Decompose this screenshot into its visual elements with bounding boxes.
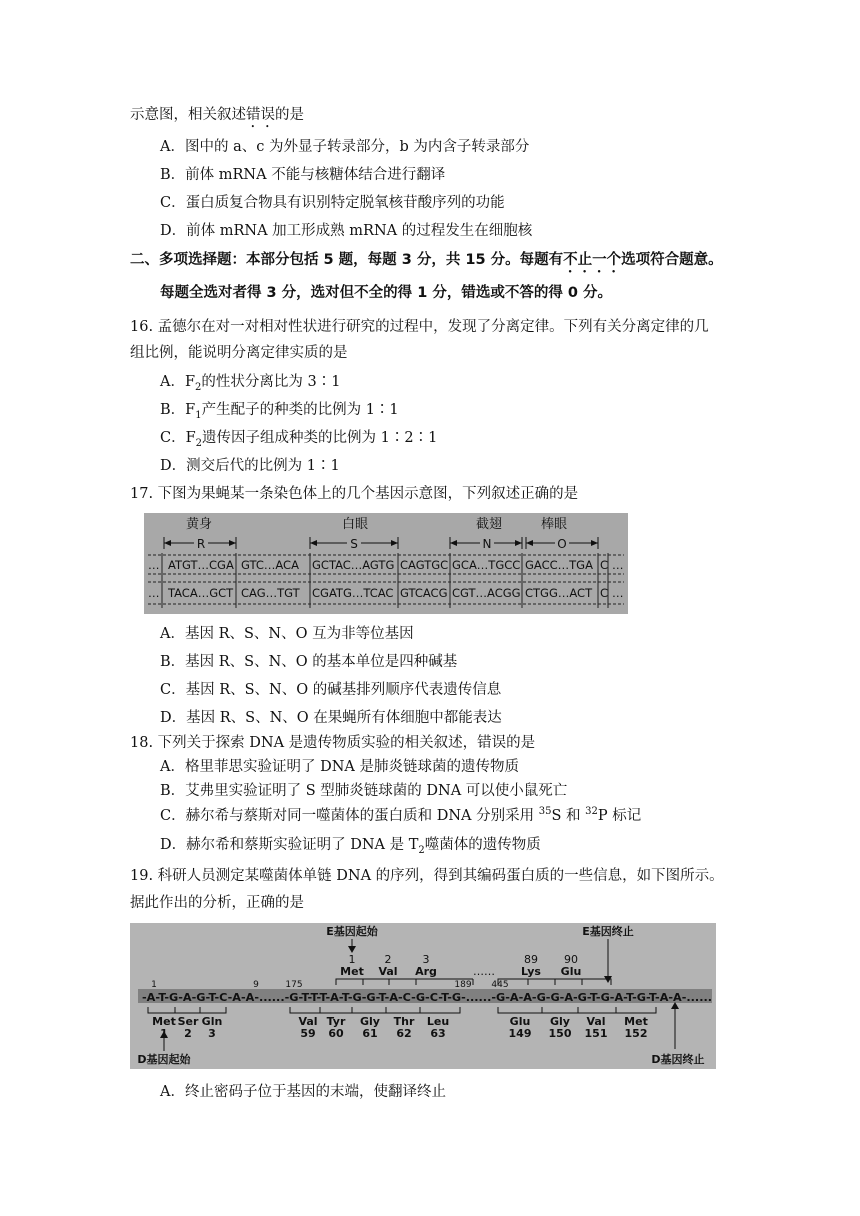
gene-name-bar-eye: 棒眼 xyxy=(540,517,568,532)
strand-top-seg-6: GACC…TGA xyxy=(525,558,593,572)
d-aa-3: Val xyxy=(298,1015,318,1028)
d-aa-num-7: 63 xyxy=(430,1027,446,1040)
phage-gene-figure xyxy=(130,923,716,1069)
d-aa-10: Val xyxy=(586,1015,606,1028)
q19-option-a: A．终止密码子位于基因的末端，使翻译终止 xyxy=(160,1084,446,1100)
strand-top-seg-7: C xyxy=(600,558,609,572)
e-dots: …… xyxy=(473,965,495,978)
q15-stem-tail xyxy=(130,105,304,131)
pos-445: 445 xyxy=(491,980,509,990)
d-aa-7: Leu xyxy=(426,1015,450,1028)
strand-top-seg-2: GTC…ACA xyxy=(241,558,299,572)
q15-option-b: B．前体 mRNA 不能与核糖体结合进行翻译 xyxy=(160,167,446,183)
d-aa-1: Ser xyxy=(177,1015,199,1028)
d-aa-num-10: 151 xyxy=(584,1027,608,1040)
pos-189: 189 xyxy=(454,980,472,990)
e-aa-glu: Glu xyxy=(560,965,582,978)
d-aa-num-6: 62 xyxy=(396,1027,412,1040)
gene-name-cut-wing: 截翅 xyxy=(475,517,503,532)
q15-option-d: D．前体 mRNA 加工形成熟 mRNA 的过程发生在细胞核 xyxy=(160,223,533,239)
strand-top-seg-1: ATGT…CGA xyxy=(168,558,234,572)
q16-stem-line2: 组比例，能说明分离定律实质的是 xyxy=(130,345,348,361)
d-aa-5: Gly xyxy=(360,1015,380,1028)
q16-option-d: D．测交后代的比例为 1∶1 xyxy=(160,458,340,474)
d-aa-num-2: 3 xyxy=(208,1027,216,1040)
d-aa-4: Tyr xyxy=(326,1015,346,1028)
q18-option-a: A．格里菲思实验证明了 DNA 是肺炎链球菌的遗传物质 xyxy=(160,759,519,775)
q17-option-a: A．基因 R、S、N、O 互为非等位基因 xyxy=(160,626,414,642)
strand-bottom-seg-7: C xyxy=(600,586,609,600)
q18-option-b: B．艾弗里实验证明了 S 型肺炎链球菌的 DNA 可以使小鼠死亡 xyxy=(160,783,568,799)
d-aa-num-11: 152 xyxy=(624,1027,648,1040)
d-aa-6: Thr xyxy=(393,1015,415,1028)
pos-1: 1 xyxy=(151,980,157,990)
section2-emphasis: 不止一个 xyxy=(563,252,622,268)
section2-heading xyxy=(130,250,723,276)
gene-diagram-figure xyxy=(144,513,628,614)
d-aa-0: Met xyxy=(152,1015,176,1028)
gene-letter-r: R xyxy=(196,537,206,551)
d-aa-num-5: 61 xyxy=(362,1027,378,1040)
gene-letter-n: N xyxy=(482,537,492,551)
d-aa-8: Glu xyxy=(509,1015,531,1028)
strand-bottom-seg-8: … xyxy=(612,586,624,600)
d-gene-start-label: D基因起始 xyxy=(137,1053,191,1066)
e-aa-met: Met xyxy=(340,965,364,978)
e-aa-val: Val xyxy=(378,965,398,978)
strand-bottom-seg-6: CTGG…ACT xyxy=(525,586,593,600)
d-aa-num-9: 150 xyxy=(548,1027,572,1040)
dna-sequence: -A-T-G-A-G-T-C-A-A-......-G-T-T-T-A-T-G-G-T-A-C-G-C-T-G-......-G-A-A-G-G-A-G-T-G-A-T-G-T-A-A-...... xyxy=(142,991,712,1004)
strand-top-seg-0: … xyxy=(148,558,160,572)
section2-scoring: 每题全选对者得 3 分，选对但不全的得 1 分，错选或不答的得 0 分。 xyxy=(160,285,613,301)
e-codon-num-2: 2 xyxy=(384,953,392,966)
e-codon-num-3: 3 xyxy=(422,953,430,966)
q17-option-d: D．基因 R、S、N、O 在果蝇所有体细胞中都能表达 xyxy=(160,710,502,726)
q15-option-a: A．图中的 a、c 为外显子转录部分，b 为内含子转录部分 xyxy=(160,139,530,155)
strand-bottom-seg-3: CGATG…TCAC xyxy=(312,586,394,600)
strand-bottom-seg-5: CGT…ACGG xyxy=(452,586,521,600)
strand-top-seg-8: … xyxy=(612,558,624,572)
strand-top-seg-3: GCTAC…AGTG xyxy=(312,558,395,572)
gene-diagram xyxy=(144,513,628,614)
e-codon-num-90: 90 xyxy=(564,953,578,966)
gene-letter-o: O xyxy=(557,537,567,551)
e-codon-num-1: 1 xyxy=(348,953,356,966)
q18-option-c: C．赫尔希与蔡斯对同一噬菌体的蛋白质和 DNA 分别采用 $^{35}$S 和 $^{32}$P 标记 xyxy=(160,806,642,824)
q15-stem-end: 的是 xyxy=(275,107,304,123)
q16-option-b: B．$F_1$产生配子的种类的比例为 1∶1 xyxy=(160,402,399,421)
q16-option-c: C．$F_2$遗传因子组成种类的比例为 1∶2∶1 xyxy=(160,430,438,449)
d-gene-stop-label: D基因终止 xyxy=(651,1053,705,1066)
d-aa-num-1: 2 xyxy=(184,1027,192,1040)
q17-option-b: B．基因 R、S、N、O 的基本单位是四种碱基 xyxy=(160,654,458,670)
gene-letter-s: S xyxy=(350,537,358,551)
d-aa-num-8: 149 xyxy=(508,1027,532,1040)
d-aa-9: Gly xyxy=(550,1015,570,1028)
strand-bottom-seg-0: … xyxy=(148,586,160,600)
d-aa-num-4: 60 xyxy=(328,1027,344,1040)
q18-option-d: D．赫尔希和蔡斯实验证明了 DNA 是 $T_2$噬菌体的遗传物质 xyxy=(160,837,541,856)
strand-top-seg-4: CAGTGC xyxy=(400,558,449,572)
section2-line1-end: 选项符合题意。 xyxy=(621,252,723,268)
gene-name-white-eye: 白眼 xyxy=(341,517,369,532)
d-aa-num-0: 1 xyxy=(160,1027,168,1040)
pos-9: 9 xyxy=(253,980,259,990)
e-aa-lys: Lys xyxy=(521,965,541,978)
q17-stem: 17. 下图为果蝇某一条染色体上的几个基因示意图，下列叙述正确的是 xyxy=(130,486,579,502)
e-codon-num-89: 89 xyxy=(524,953,538,966)
q18-stem: 18. 下列关于探索 DNA 是遗传物质实验的相关叙述，错误的是 xyxy=(130,735,536,751)
e-aa-arg: Arg xyxy=(415,965,437,978)
phage-gene-diagram xyxy=(130,923,716,1069)
q19-stem-line1: 19. 科研人员测定某噬菌体单链 DNA 的序列，得到其编码蛋白质的一些信息，如下图所示。 xyxy=(130,868,724,884)
pos-175: 175 xyxy=(285,980,303,990)
section2-line1: 二、多项选择题：本部分包括 5 题，每题 3 分，共 15 分。每题有 xyxy=(130,252,564,268)
q19-stem-line2: 据此作出的分析，正确的是 xyxy=(130,895,304,911)
d-aa-11: Met xyxy=(624,1015,648,1028)
e-gene-start-label: E基因起始 xyxy=(326,925,378,938)
d-aa-num-3: 59 xyxy=(300,1027,316,1040)
strand-bottom-seg-4: GTCACG xyxy=(400,586,448,600)
q15-stem-text: 示意图，相关叙述 xyxy=(130,107,246,123)
q15-option-c: C．蛋白质复合物具有识别特定脱氧核苷酸序列的功能 xyxy=(160,195,505,211)
q16-stem-line1: 16. 孟德尔在对一对相对性状进行研究的过程中，发现了分离定律。下列有关分离定律的几 xyxy=(130,319,709,335)
strand-bottom-seg-2: CAG…TGT xyxy=(241,586,300,600)
e-gene-stop-label: E基因终止 xyxy=(582,925,634,938)
strand-top-seg-5: GCA…TGCC xyxy=(452,558,521,572)
q17-option-c: C．基因 R、S、N、O 的碱基排列顺序代表遗传信息 xyxy=(160,682,502,698)
strand-bottom-seg-1: TACA…GCT xyxy=(168,586,234,600)
q15-emphasis: 错误 xyxy=(246,107,275,123)
q16-option-a: A．$F_2$的性状分离比为 3∶1 xyxy=(160,374,341,393)
d-aa-2: Gln xyxy=(201,1015,223,1028)
gene-name-yellow-body: 黄身 xyxy=(185,517,213,532)
